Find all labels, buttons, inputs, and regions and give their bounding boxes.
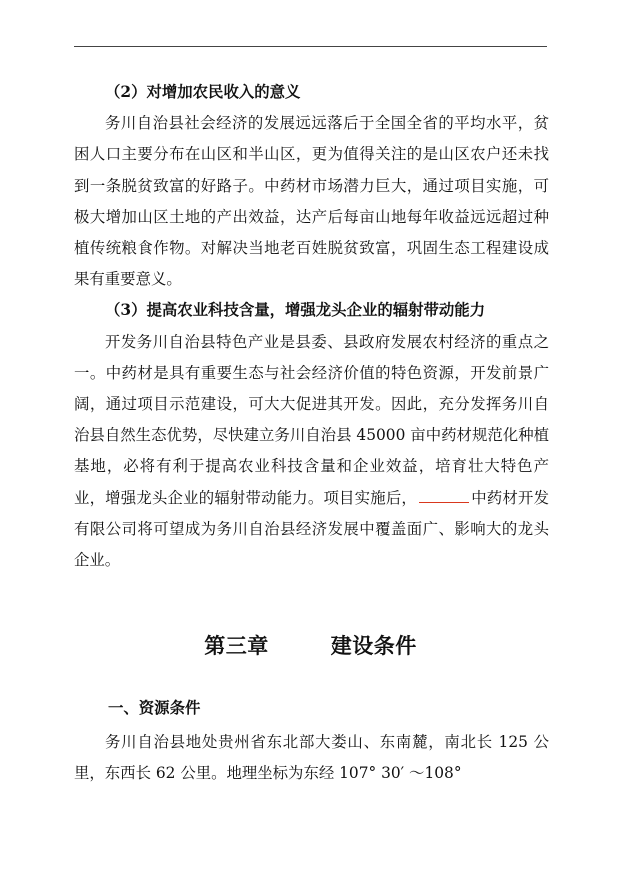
chapter-number: 第三章 <box>204 633 269 658</box>
resource-text-block <box>74 727 549 789</box>
chapter-name: 建设条件 <box>330 633 417 658</box>
section-2-heading: （2）对增加农民收入的意义 <box>105 83 301 101</box>
main-text-block <box>74 77 549 576</box>
header-rule <box>74 46 547 47</box>
section-3-body-part2: 中药材开发有限公司将可望成为务川自治县经济发展中覆盖面广、影响大的龙头企业。 <box>74 488 549 570</box>
company-name-blank <box>419 488 469 503</box>
subsection-heading: 一、资源条件 <box>108 699 201 717</box>
section-3-heading: （3）提高农业科技含量，增强龙头企业的辐射带动能力 <box>105 301 486 320</box>
section-2-body: 务川自治县社会经济的发展远远落后于全国全省的平均水平，贫困人口主要分布在山区和半山区，更为值得关注的是山区农户还未找到一条脱贫致富的好路子。中药材市场潜力巨大，通过项目实施，可极大增加山区土地的产出效益，达产后每亩山地每年收益远远超过种植传统粮食作物。对解决当地老百姓脱贫致富，巩固生态工程建设成果有重要意义。 <box>74 114 549 289</box>
section-3-body-part1: 开发务川自治县特色产业是县委、县政府发展农村经济的重点之一。中药材是具有重要生态与社会经济价值的特色资源，开发前景广阔，通过项目示范建设，可大大促进其开发。因此，充分发挥务川自治县自然生态优势，尽快建立务川自治县 45000 亩中药材规范化种植基地，必将有利于提高农业科技含量和企业效益，培育壮大特色产业，增强龙头企业的辐射带动能力。项目实施后， <box>74 332 549 507</box>
chapter-title <box>0 630 621 660</box>
section-3-body <box>74 327 549 577</box>
resource-body: 务川自治县地处贵州省东北部大娄山、东南麓，南北长 125 公里，东西长 62 公里。地理坐标为东经 107° 30′ ～108° <box>74 733 549 783</box>
